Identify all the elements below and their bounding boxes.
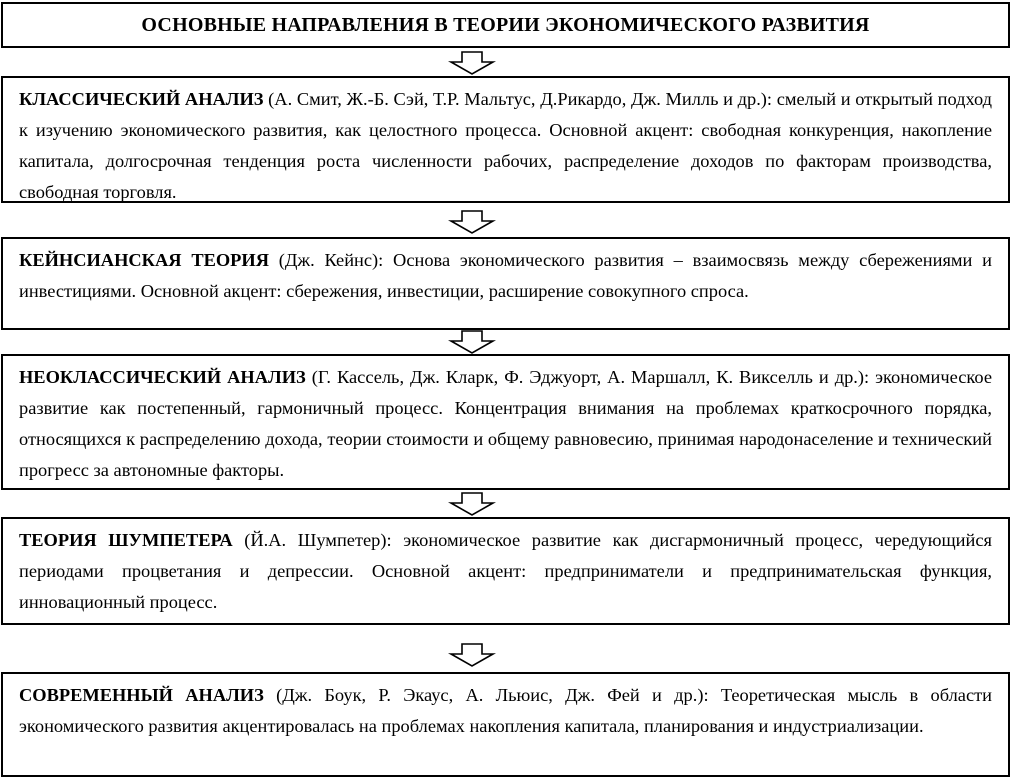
block-text: (Дж. Боук, Р. Экаус, А. Льюис, Дж. Фей и др.): Теоретическая мысль в области экономического развития акцентировалась на проблемах накопления капитала, планирования и индустриализации. xyxy=(19,685,992,736)
block-heading: КЕЙНСИАНСКАЯ ТЕОРИЯ xyxy=(19,250,269,270)
block-classical-analysis xyxy=(1,76,1010,203)
block-schumpeter-theory xyxy=(1,517,1010,625)
block-modern-analysis xyxy=(1,672,1010,777)
block-heading: ТЕОРИЯ ШУМПЕТЕРА xyxy=(19,530,233,550)
down-arrow-icon xyxy=(448,492,496,516)
block-heading: КЛАССИЧЕСКИЙ АНАЛИЗ xyxy=(19,89,264,109)
block-text: (Дж. Кейнс): Основа экономического развития – взаимосвязь между сбережениями и инвестициями. Основной акцент: сбережения, инвестиции, расширение совокупного спроса. xyxy=(19,250,992,301)
down-arrow-icon xyxy=(448,643,496,667)
block-keynesian-theory xyxy=(1,237,1010,330)
block-heading: СОВРЕМЕННЫЙ АНАЛИЗ xyxy=(19,685,264,705)
diagram-title: ОСНОВНЫЕ НАПРАВЛЕНИЯ В ТЕОРИИ ЭКОНОМИЧЕСКОГО РАЗВИТИЯ xyxy=(1,2,1010,48)
block-text: (Й.А. Шумпетер): экономическое развитие как дисгармоничный процесс, чередующийся периодами процветания и депрессии. Основной акцент: предприниматели и предпринимательская функция, инновационный процесс. xyxy=(19,530,992,612)
block-neoclassical-analysis xyxy=(1,354,1010,490)
block-text: (Г. Кассель, Дж. Кларк, Ф. Эджуорт, А. Маршалл, К. Викселль и др.): экономическое развитие как постепенный, гармоничный процесс. Концентрация внимания на проблемах краткосрочного порядка, относящихся к распределению дохода, теории стоимости и общему равновесию, принимая народонаселение и технический прогресс за автономные факторы. xyxy=(19,367,992,480)
block-text: (А. Смит, Ж.-Б. Сэй, Т.Р. Мальтус, Д.Рикардо, Дж. Милль и др.): смелый и открытый подход к изучению экономического развития, как целостного процесса. Основной акцент: свободная конкуренция, накопление капитала, долгосрочная тенденция роста численности рабочих, распределение доходов по факторам производства, свободная торговля. xyxy=(19,89,992,202)
down-arrow-icon xyxy=(448,330,496,354)
block-heading: НЕОКЛАССИЧЕСКИЙ АНАЛИЗ xyxy=(19,367,306,387)
down-arrow-icon xyxy=(448,210,496,234)
down-arrow-icon xyxy=(448,51,496,75)
